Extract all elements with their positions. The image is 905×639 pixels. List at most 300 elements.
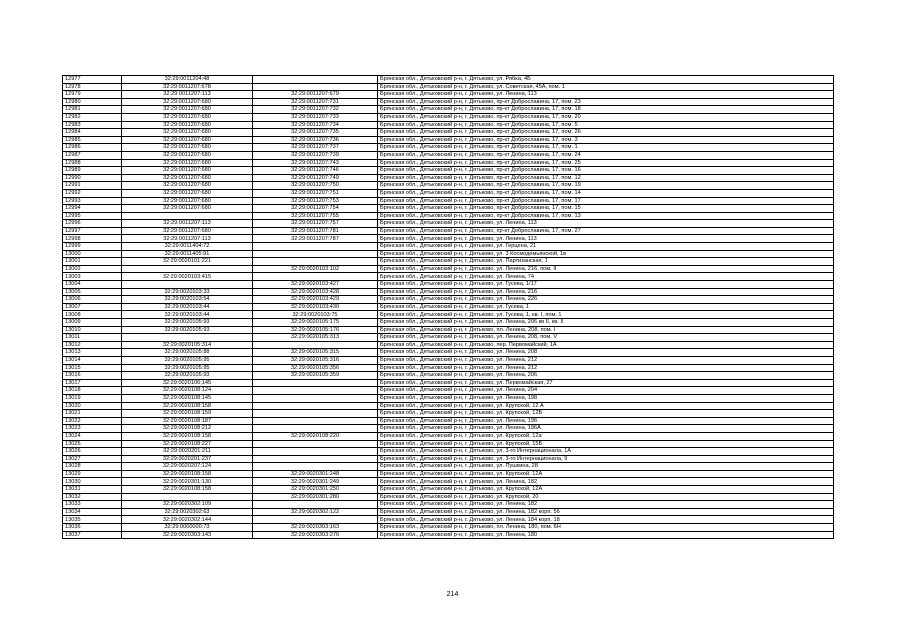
- table-row: [63, 470, 834, 478]
- cadastral-number-cell: 32:29:0020105:314: [122, 341, 253, 349]
- address-cell: Брянская обл., Дятьковский р-н, г. Дятьково, пр-кт Доброславина, 17, пом. 25: [378, 159, 834, 167]
- cadastral-number-cell: 32:29:0011207:680: [122, 205, 253, 213]
- row-number-cell: 12980: [63, 98, 122, 106]
- cadastral-number-cell: 32:29:0020105:93: [122, 319, 253, 327]
- cadastral-number-cell: 32:29:0020103:44: [122, 303, 253, 311]
- object-cadastral-number-cell: [253, 417, 378, 425]
- table-row: [63, 501, 834, 509]
- address-cell: Брянская обл., Дятьковский р-н, г. Дятьково, пр-кт Доброславина, 17, пом. 24: [378, 151, 834, 159]
- object-cadastral-number-cell: 32:29:0020108:220: [253, 432, 378, 440]
- row-number-cell: 12987: [63, 151, 122, 159]
- table-row: [63, 121, 834, 129]
- row-number-cell: 12982: [63, 113, 122, 121]
- object-cadastral-number-cell: 32:29:0020103:427: [253, 281, 378, 289]
- register-table: [62, 75, 834, 539]
- object-cadastral-number-cell: 32:29:0020103:75: [253, 311, 378, 319]
- cadastral-number-cell: 32:29:0011207:680: [122, 182, 253, 190]
- register-table-body: [63, 76, 834, 539]
- row-number-cell: 12983: [63, 121, 122, 129]
- cadastral-number-cell: 32:29:0020108:227: [122, 440, 253, 448]
- cadastral-number-cell: [122, 493, 253, 501]
- address-cell: Брянская обл., Дятьковский р-н, г. Дятьково, ул. Ленина, 212: [378, 356, 834, 364]
- object-cadastral-number-cell: [253, 273, 378, 281]
- address-cell: Брянская обл., Дятьковский р-н, г. Дятьково, ул. Ленина, 74: [378, 273, 834, 281]
- row-number-cell: 13026: [63, 448, 122, 456]
- cadastral-number-cell: [122, 281, 253, 289]
- row-number-cell: 12979: [63, 91, 122, 99]
- cadastral-number-cell: 32:29:0020103:54: [122, 296, 253, 304]
- object-cadastral-number-cell: [253, 387, 378, 395]
- table-row: [63, 493, 834, 501]
- address-cell: Брянская обл., Дятьковский р-н, г. Дятьково, пр-кт Доброславина, 17, пом. 23: [378, 98, 834, 106]
- table-row: [63, 296, 834, 304]
- cadastral-number-cell: 32:29:0020108:158: [122, 470, 253, 478]
- cadastral-number-cell: 32:29:0011207:680: [122, 121, 253, 129]
- address-cell: Брянская обл., Дятьковский р-н, г. Дятьково, ул. Гусева, 1: [378, 303, 834, 311]
- table-row: [63, 417, 834, 425]
- row-number-cell: 13009: [63, 319, 122, 327]
- page-number: 214: [446, 591, 459, 598]
- table-row: [63, 288, 834, 296]
- object-cadastral-number-cell: 32:29:0011207:736: [253, 136, 378, 144]
- object-cadastral-number-cell: [253, 402, 378, 410]
- object-cadastral-number-cell: 32:29:0020303:276: [253, 531, 378, 539]
- row-number-cell: 13012: [63, 341, 122, 349]
- table-row: [63, 250, 834, 258]
- address-cell: Брянская обл., Дятьковский р-н, г. Дятьково, ул. Первомайская, 27: [378, 379, 834, 387]
- cadastral-number-cell: 32:29:0011405:91: [122, 250, 253, 258]
- cadastral-number-cell: 32:29:0000000:73: [122, 524, 253, 532]
- row-number-cell: 13023: [63, 425, 122, 433]
- object-cadastral-number-cell: [253, 258, 378, 266]
- object-cadastral-number-cell: [253, 440, 378, 448]
- object-cadastral-number-cell: [253, 463, 378, 471]
- address-cell: Брянская обл., Дятьковский р-н, г. Дятьково, ул. Крупской, 12а: [378, 432, 834, 440]
- row-number-cell: 12996: [63, 220, 122, 228]
- table-row: [63, 205, 834, 213]
- table-row: [63, 98, 834, 106]
- cadastral-number-cell: 32:29:0011207:113: [122, 91, 253, 99]
- object-cadastral-number-cell: 32:29:0011207:750: [253, 182, 378, 190]
- table-row: [63, 432, 834, 440]
- row-number-cell: 13004: [63, 281, 122, 289]
- row-number-cell: 12991: [63, 182, 122, 190]
- address-cell: Брянская обл., Дятьковский р-н, г. Дятьково, пер. Первомайский, 1А: [378, 341, 834, 349]
- address-cell: Брянская обл., Дятьковский р-н, г. Дятьково, ул. Ленина, 216, пом. II: [378, 265, 834, 273]
- cadastral-number-cell: 32:29:0011207:680: [122, 136, 253, 144]
- object-cadastral-number-cell: [253, 250, 378, 258]
- cadastral-number-cell: 32:29:0020201:237: [122, 455, 253, 463]
- address-cell: Брянская обл., Дятьковский р-н, г. Дятьково, ул. Ленина, 196А: [378, 425, 834, 433]
- cadastral-number-cell: 32:29:0011207:680: [122, 144, 253, 152]
- address-cell: Брянская обл., Дятьковский р-н, г. Дятьково, ул. Ленина, 182: [378, 478, 834, 486]
- cadastral-number-cell: 32:29:0011207:113: [122, 220, 253, 228]
- table-row: [63, 364, 834, 372]
- row-number-cell: 13021: [63, 410, 122, 418]
- address-cell: Брянская обл., Дятьковский р-н, г. Дятьково, пр-кт Доброславина, 17, пом. 3: [378, 136, 834, 144]
- table-row: [63, 113, 834, 121]
- cadastral-number-cell: 32:29:0020105:93: [122, 372, 253, 380]
- object-cadastral-number-cell: [253, 501, 378, 509]
- address-cell: Брянская обл., Дятьковский р-н, г. Дятьково, пр-кт Доброславина, 17, пом. 14: [378, 189, 834, 197]
- row-number-cell: 13022: [63, 417, 122, 425]
- object-cadastral-number-cell: 32:29:0020103:429: [253, 296, 378, 304]
- address-cell: Брянская обл., Дятьковский р-н, г. Дятьково, ул. Ленина, 198: [378, 394, 834, 402]
- address-cell: Брянская обл., Дятьковский р-н, г. Дятьково, ул. Ленина, 182 корп. 56: [378, 508, 834, 516]
- address-cell: Брянская обл., Дятьковский р-н, г. Дятьково, ул. Ленина, 180: [378, 531, 834, 539]
- address-cell: Брянская обл., Дятьковский р-н, г. Дятьково, ул. Ленина, 196: [378, 417, 834, 425]
- object-cadastral-number-cell: 32:29:0011207:735: [253, 129, 378, 137]
- table-row: [63, 189, 834, 197]
- table-row: [63, 151, 834, 159]
- table-row: [63, 273, 834, 281]
- cadastral-number-cell: 32:29:0020108:158: [122, 486, 253, 494]
- address-cell: Брянская обл., Дятьковский р-н, г. Дятьково, ул. Ленина, 113: [378, 220, 834, 228]
- table-row: [63, 197, 834, 205]
- row-number-cell: 13008: [63, 311, 122, 319]
- object-cadastral-number-cell: 32:29:0011207:731: [253, 98, 378, 106]
- table-row: [63, 516, 834, 524]
- table-row: [63, 341, 834, 349]
- row-number-cell: 13017: [63, 379, 122, 387]
- address-cell: Брянская обл., Дятьковский р-н, г. Дятьково, ул. Ленина, 226: [378, 296, 834, 304]
- address-cell: Брянская обл., Дятьковский р-н, г. Дятьково, ул. Ленина, 204: [378, 387, 834, 395]
- object-cadastral-number-cell: 32:29:0011207:749: [253, 174, 378, 182]
- row-number-cell: 12999: [63, 243, 122, 251]
- object-cadastral-number-cell: 32:29:0020303:163: [253, 524, 378, 532]
- table-row: [63, 410, 834, 418]
- object-cadastral-number-cell: [253, 243, 378, 251]
- row-number-cell: 12998: [63, 235, 122, 243]
- address-cell: Брянская обл., Дятьковский р-н, г. Дятьково, пр-кт Доброславина, 17, пом. 12: [378, 174, 834, 182]
- object-cadastral-number-cell: 32:29:0020301:250: [253, 486, 378, 494]
- object-cadastral-number-cell: 32:29:0011207:757: [253, 220, 378, 228]
- row-number-cell: 12994: [63, 205, 122, 213]
- cadastral-number-cell: 32:29:0011207:680: [122, 106, 253, 114]
- object-cadastral-number-cell: 32:29:0011207:787: [253, 235, 378, 243]
- table-row: [63, 174, 834, 182]
- cadastral-number-cell: 32:29:0020105:95: [122, 356, 253, 364]
- row-number-cell: 13003: [63, 273, 122, 281]
- row-number-cell: 12986: [63, 144, 122, 152]
- row-number-cell: 13034: [63, 508, 122, 516]
- object-cadastral-number-cell: 32:29:0011207:755: [253, 212, 378, 220]
- address-cell: Брянская обл., Дятьковский р-н, г. Дятьково, пр-кт Доброславина, 17, пом. 27: [378, 227, 834, 235]
- object-cadastral-number-cell: 32:29:0020103:102: [253, 265, 378, 273]
- cadastral-number-cell: 32:29:0020108:187: [122, 417, 253, 425]
- cadastral-number-cell: 32:29:0011207:680: [122, 159, 253, 167]
- address-cell: Брянская обл., Дятьковский р-н, г. Дятьково, пл. Ленина, 180, пом. 6Н: [378, 524, 834, 532]
- address-cell: Брянская обл., Дятьковский р-н, г. Дятьково, ул. Ленина, 182: [378, 501, 834, 509]
- object-cadastral-number-cell: 32:29:0020105:316: [253, 356, 378, 364]
- cadastral-number-cell: 32:29:0011207:680: [122, 197, 253, 205]
- row-number-cell: 13031: [63, 486, 122, 494]
- table-row: [63, 220, 834, 228]
- cadastral-number-cell: 32:29:0020103:44: [122, 311, 253, 319]
- address-cell: Брянская обл., Дятьковский р-н, г. Дятьково, ул. Крупской, 12Б: [378, 410, 834, 418]
- cadastral-number-cell: 32:29:0011207:680: [122, 189, 253, 197]
- cadastral-number-cell: 32:29:0020105:88: [122, 349, 253, 357]
- table-row: [63, 319, 834, 327]
- cadastral-number-cell: 32:29:0020103:415: [122, 273, 253, 281]
- row-number-cell: 13000: [63, 250, 122, 258]
- object-cadastral-number-cell: [253, 394, 378, 402]
- cadastral-number-cell: 32:29:0020303:143: [122, 531, 253, 539]
- address-cell: Брянская обл., Дятьковский р-н, г. Дятьково, пл. Ленина, 208, пом. I: [378, 326, 834, 334]
- address-cell: Брянская обл., Дятьковский р-н, г. Дятьково, ул. 3 Космодемьянской, 1в: [378, 250, 834, 258]
- cadastral-number-cell: 32:29:0020106:145: [122, 379, 253, 387]
- cadastral-number-cell: 32:29:0020108:159: [122, 410, 253, 418]
- table-row: [63, 326, 834, 334]
- cadastral-number-cell: 32:29:0020201:211: [122, 448, 253, 456]
- row-number-cell: 13020: [63, 402, 122, 410]
- address-cell: Брянская обл., Дятьковский р-н, г. Дятьково, ул. Крупской, 20: [378, 493, 834, 501]
- row-number-cell: 13028: [63, 463, 122, 471]
- object-cadastral-number-cell: 32:29:0020302:122: [253, 508, 378, 516]
- object-cadastral-number-cell: [253, 410, 378, 418]
- object-cadastral-number-cell: 32:29:0011207:737: [253, 144, 378, 152]
- cadastral-number-cell: 32:29:0020302:144: [122, 516, 253, 524]
- row-number-cell: 13029: [63, 470, 122, 478]
- object-cadastral-number-cell: [253, 379, 378, 387]
- object-cadastral-number-cell: 32:29:0020105:176: [253, 326, 378, 334]
- row-number-cell: 12981: [63, 106, 122, 114]
- address-cell: Брянская обл., Дятьковский р-н, г. Дятьково, ул. Гусева, 1/17: [378, 281, 834, 289]
- cadastral-number-cell: 32:29:0020301:130: [122, 478, 253, 486]
- object-cadastral-number-cell: 32:29:0011207:781: [253, 227, 378, 235]
- table-row: [63, 311, 834, 319]
- cadastral-number-cell: 32:29:0020207:124: [122, 463, 253, 471]
- cadastral-number-cell: 32:29:0020302:63: [122, 508, 253, 516]
- cadastral-number-cell: 32:29:0020108:212: [122, 425, 253, 433]
- object-cadastral-number-cell: [253, 455, 378, 463]
- address-cell: Брянская обл., Дятьковский р-н, г. Дятьково, ул. Крупской, 12А: [378, 486, 834, 494]
- object-cadastral-number-cell: 32:29:0011207:679: [253, 91, 378, 99]
- object-cadastral-number-cell: 32:29:0011207:751: [253, 189, 378, 197]
- address-cell: Брянская обл., Дятьковский р-н, г. Дятьково, ул. Пушкина, 28: [378, 463, 834, 471]
- address-cell: Брянская обл., Дятьковский р-н, г. Дятьково, пр-кт Доброславина, 17, пом. 17: [378, 197, 834, 205]
- object-cadastral-number-cell: 32:29:0011207:734: [253, 121, 378, 129]
- row-number-cell: 13037: [63, 531, 122, 539]
- table-row: [63, 129, 834, 137]
- row-number-cell: 12978: [63, 83, 122, 91]
- address-cell: Брянская обл., Дятьковский р-н, г. Дятьково, ул. Ленина, 113: [378, 235, 834, 243]
- table-row: [63, 356, 834, 364]
- address-cell: Брянская обл., Дятьковский р-н, г. Дятьково, пр-кт Доброславина, 17, пом. 19: [378, 182, 834, 190]
- table-row: [63, 159, 834, 167]
- address-cell: Брянская обл., Дятьковский р-н, г. Дятьково, ул. Ленина, 113: [378, 91, 834, 99]
- row-number-cell: 13019: [63, 394, 122, 402]
- object-cadastral-number-cell: 32:29:0020301:280: [253, 493, 378, 501]
- object-cadastral-number-cell: [253, 448, 378, 456]
- address-cell: Брянская обл., Дятьковский р-н, г. Дятьково, ул. Ленина, 208, пом. V: [378, 334, 834, 342]
- cadastral-number-cell: 32:29:0020101:221: [122, 258, 253, 266]
- object-cadastral-number-cell: 32:29:0020105:175: [253, 319, 378, 327]
- row-number-cell: 13027: [63, 455, 122, 463]
- object-cadastral-number-cell: [253, 83, 378, 91]
- cadastral-number-cell: 32:29:0011204:48: [122, 76, 253, 84]
- table-row: [63, 167, 834, 175]
- address-cell: Брянская обл., Дятьковский р-н, г. Дятьково, ул. Ленина, 212: [378, 364, 834, 372]
- row-number-cell: 12989: [63, 167, 122, 175]
- table-row: [63, 478, 834, 486]
- table-row: [63, 440, 834, 448]
- table-row: [63, 524, 834, 532]
- row-number-cell: 12997: [63, 227, 122, 235]
- object-cadastral-number-cell: 32:29:0011207:754: [253, 205, 378, 213]
- object-cadastral-number-cell: 32:29:0011207:733: [253, 113, 378, 121]
- row-number-cell: 13007: [63, 303, 122, 311]
- object-cadastral-number-cell: 32:29:0020105:315: [253, 349, 378, 357]
- table-row: [63, 243, 834, 251]
- address-cell: Брянская обл., Дятьковский р-н, г. Дятьково, ул. Рябка, 4Б: [378, 76, 834, 84]
- address-cell: Брянская обл., Дятьковский р-н, г. Дятьково, ул. Советская, 45А, пом. 1: [378, 83, 834, 91]
- table-row: [63, 235, 834, 243]
- row-number-cell: 12985: [63, 136, 122, 144]
- address-cell: Брянская обл., Дятьковский р-н, г. Дятьково, пр-кт Доброславина, 17, пом. 5: [378, 121, 834, 129]
- cadastral-number-cell: 32:29:0020108:124: [122, 387, 253, 395]
- row-number-cell: 13025: [63, 440, 122, 448]
- address-cell: Брянская обл., Дятьковский р-н, г. Дятьково, ул. Ленина, 206: [378, 372, 834, 380]
- cadastral-number-cell: 32:29:0020108:158: [122, 432, 253, 440]
- table-row: [63, 531, 834, 539]
- row-number-cell: 12984: [63, 129, 122, 137]
- row-number-cell: 13032: [63, 493, 122, 501]
- row-number-cell: 13035: [63, 516, 122, 524]
- row-number-cell: 13018: [63, 387, 122, 395]
- cadastral-number-cell: 32:29:0020103:33: [122, 288, 253, 296]
- row-number-cell: 13036: [63, 524, 122, 532]
- cadastral-number-cell: 32:29:0011404:72: [122, 243, 253, 251]
- row-number-cell: 13005: [63, 288, 122, 296]
- address-cell: Брянская обл., Дятьковский р-н, г. Дятьково, пр-кт Доброславина, 17, пом. 18: [378, 106, 834, 114]
- table-row: [63, 455, 834, 463]
- address-cell: Брянская обл., Дятьковский р-н, г. Дятьково, ул. Крупской, 12А: [378, 470, 834, 478]
- row-number-cell: 13010: [63, 326, 122, 334]
- cadastral-number-cell: 32:29:0011207:680: [122, 129, 253, 137]
- address-cell: Брянская обл., Дятьковский р-н, г. Дятьково, ул. Партизанская, 1: [378, 258, 834, 266]
- address-cell: Брянская обл., Дятьковский р-н, г. Дятьково, пр-кт Доброславина, 17, пом. 26: [378, 129, 834, 137]
- cadastral-number-cell: 32:29:0011207:680: [122, 174, 253, 182]
- table-row: [63, 258, 834, 266]
- table-row: [63, 144, 834, 152]
- table-row: [63, 486, 834, 494]
- table-row: [63, 106, 834, 114]
- table-row: [63, 303, 834, 311]
- address-cell: Брянская обл., Дятьковский р-н, г. Дятьково, ул. Ленина, 208: [378, 349, 834, 357]
- object-cadastral-number-cell: 32:29:0020105:313: [253, 334, 378, 342]
- object-cadastral-number-cell: 32:29:0011207:746: [253, 167, 378, 175]
- table-row: [63, 379, 834, 387]
- table-row: [63, 463, 834, 471]
- cadastral-number-cell: 32:29:0011207:113: [122, 235, 253, 243]
- row-number-cell: 12992: [63, 189, 122, 197]
- address-cell: Брянская обл., Дятьковский р-н, г. Дятьково, пр-кт Доброславина, 17, пом. 15: [378, 205, 834, 213]
- table-row: [63, 227, 834, 235]
- table-row: [63, 136, 834, 144]
- cadastral-number-cell: 32:29:0020302:109: [122, 501, 253, 509]
- cadastral-number-cell: 32:29:0011207:680: [122, 151, 253, 159]
- object-cadastral-number-cell: 32:29:0011207:743: [253, 159, 378, 167]
- table-row: [63, 91, 834, 99]
- object-cadastral-number-cell: 32:29:0020105:356: [253, 364, 378, 372]
- address-cell: Брянская обл., Дятьковский р-н, г. Дятьково, ул. Гусева, 1, кв. I, пом. 1: [378, 311, 834, 319]
- object-cadastral-number-cell: [253, 516, 378, 524]
- row-number-cell: 12993: [63, 197, 122, 205]
- cadastral-number-cell: 32:29:0011207:678: [122, 83, 253, 91]
- table-row: [63, 76, 834, 84]
- object-cadastral-number-cell: [253, 341, 378, 349]
- table-row: [63, 394, 834, 402]
- row-number-cell: 13014: [63, 356, 122, 364]
- address-cell: Брянская обл., Дятьковский р-н, г. Дятьково, ул. Герцена, 21: [378, 243, 834, 251]
- row-number-cell: 13011: [63, 334, 122, 342]
- address-cell: Брянская обл., Дятьковский р-н, г. Дятьково, ул. Ленина, 184 корп. 18: [378, 516, 834, 524]
- cadastral-number-cell: [122, 212, 253, 220]
- address-cell: Брянская обл., Дятьковский р-н, г. Дятьково, ул. 3-го Интернационала, 1А: [378, 448, 834, 456]
- row-number-cell: 12977: [63, 76, 122, 84]
- row-number-cell: 13001: [63, 258, 122, 266]
- row-number-cell: 13033: [63, 501, 122, 509]
- row-number-cell: 13016: [63, 372, 122, 380]
- table-row: [63, 334, 834, 342]
- table-row: [63, 349, 834, 357]
- cadastral-number-cell: 32:29:0011207:680: [122, 113, 253, 121]
- cadastral-number-cell: 32:29:0011207:680: [122, 98, 253, 106]
- object-cadastral-number-cell: 32:29:0011207:739: [253, 151, 378, 159]
- address-cell: Брянская обл., Дятьковский р-н, г. Дятьково, ул. Ленина, 206 кв II, кв. II: [378, 319, 834, 327]
- cadastral-number-cell: [122, 265, 253, 273]
- table-row: [63, 387, 834, 395]
- table-row: [63, 508, 834, 516]
- object-cadastral-number-cell: 32:29:0020105:359: [253, 372, 378, 380]
- object-cadastral-number-cell: 32:29:0011207:732: [253, 106, 378, 114]
- object-cadastral-number-cell: 32:29:0020301:248: [253, 470, 378, 478]
- address-cell: Брянская обл., Дятьковский р-н, г. Дятьково, пр-кт Доброславина, 17, пом. 13: [378, 212, 834, 220]
- cadastral-number-cell: 32:29:0020105:93: [122, 326, 253, 334]
- table-row: [63, 402, 834, 410]
- row-number-cell: 12988: [63, 159, 122, 167]
- object-cadastral-number-cell: [253, 425, 378, 433]
- object-cadastral-number-cell: 32:29:0020301:249: [253, 478, 378, 486]
- cadastral-number-cell: 32:29:0020108:145: [122, 394, 253, 402]
- object-cadastral-number-cell: 32:29:0011207:753: [253, 197, 378, 205]
- row-number-cell: 13015: [63, 364, 122, 372]
- address-cell: Брянская обл., Дятьковский р-н, г. Дятьково, ул. Крупской, 15Б: [378, 440, 834, 448]
- row-number-cell: 13013: [63, 349, 122, 357]
- table-row: [63, 372, 834, 380]
- row-number-cell: 12990: [63, 174, 122, 182]
- table-row: [63, 182, 834, 190]
- address-cell: Брянская обл., Дятьковский р-н, г. Дятьково, ул. 3-го Интернационала, 9: [378, 455, 834, 463]
- object-cadastral-number-cell: [253, 76, 378, 84]
- object-cadastral-number-cell: 32:29:0020103:428: [253, 288, 378, 296]
- address-cell: Брянская обл., Дятьковский р-н, г. Дятьково, пр-кт Доброславина, 17, пом. 1: [378, 144, 834, 152]
- table-row: [63, 83, 834, 91]
- cadastral-number-cell: 32:29:0020105:95: [122, 364, 253, 372]
- row-number-cell: 13002: [63, 265, 122, 273]
- table-row: [63, 281, 834, 289]
- row-number-cell: 13024: [63, 432, 122, 440]
- address-cell: Брянская обл., Дятьковский р-н, г. Дятьково, пр-кт Доброславина, 17, пом. 20: [378, 113, 834, 121]
- cadastral-number-cell: 32:29:0011207:680: [122, 167, 253, 175]
- cadastral-number-cell: 32:29:0011207:680: [122, 227, 253, 235]
- table-row: [63, 425, 834, 433]
- cadastral-number-cell: 32:29:0020108:158: [122, 402, 253, 410]
- row-number-cell: 13006: [63, 296, 122, 304]
- address-cell: Брянская обл., Дятьковский р-н, г. Дятьково, пр-кт Доброславина, 17, пом. 16: [378, 167, 834, 175]
- row-number-cell: 12995: [63, 212, 122, 220]
